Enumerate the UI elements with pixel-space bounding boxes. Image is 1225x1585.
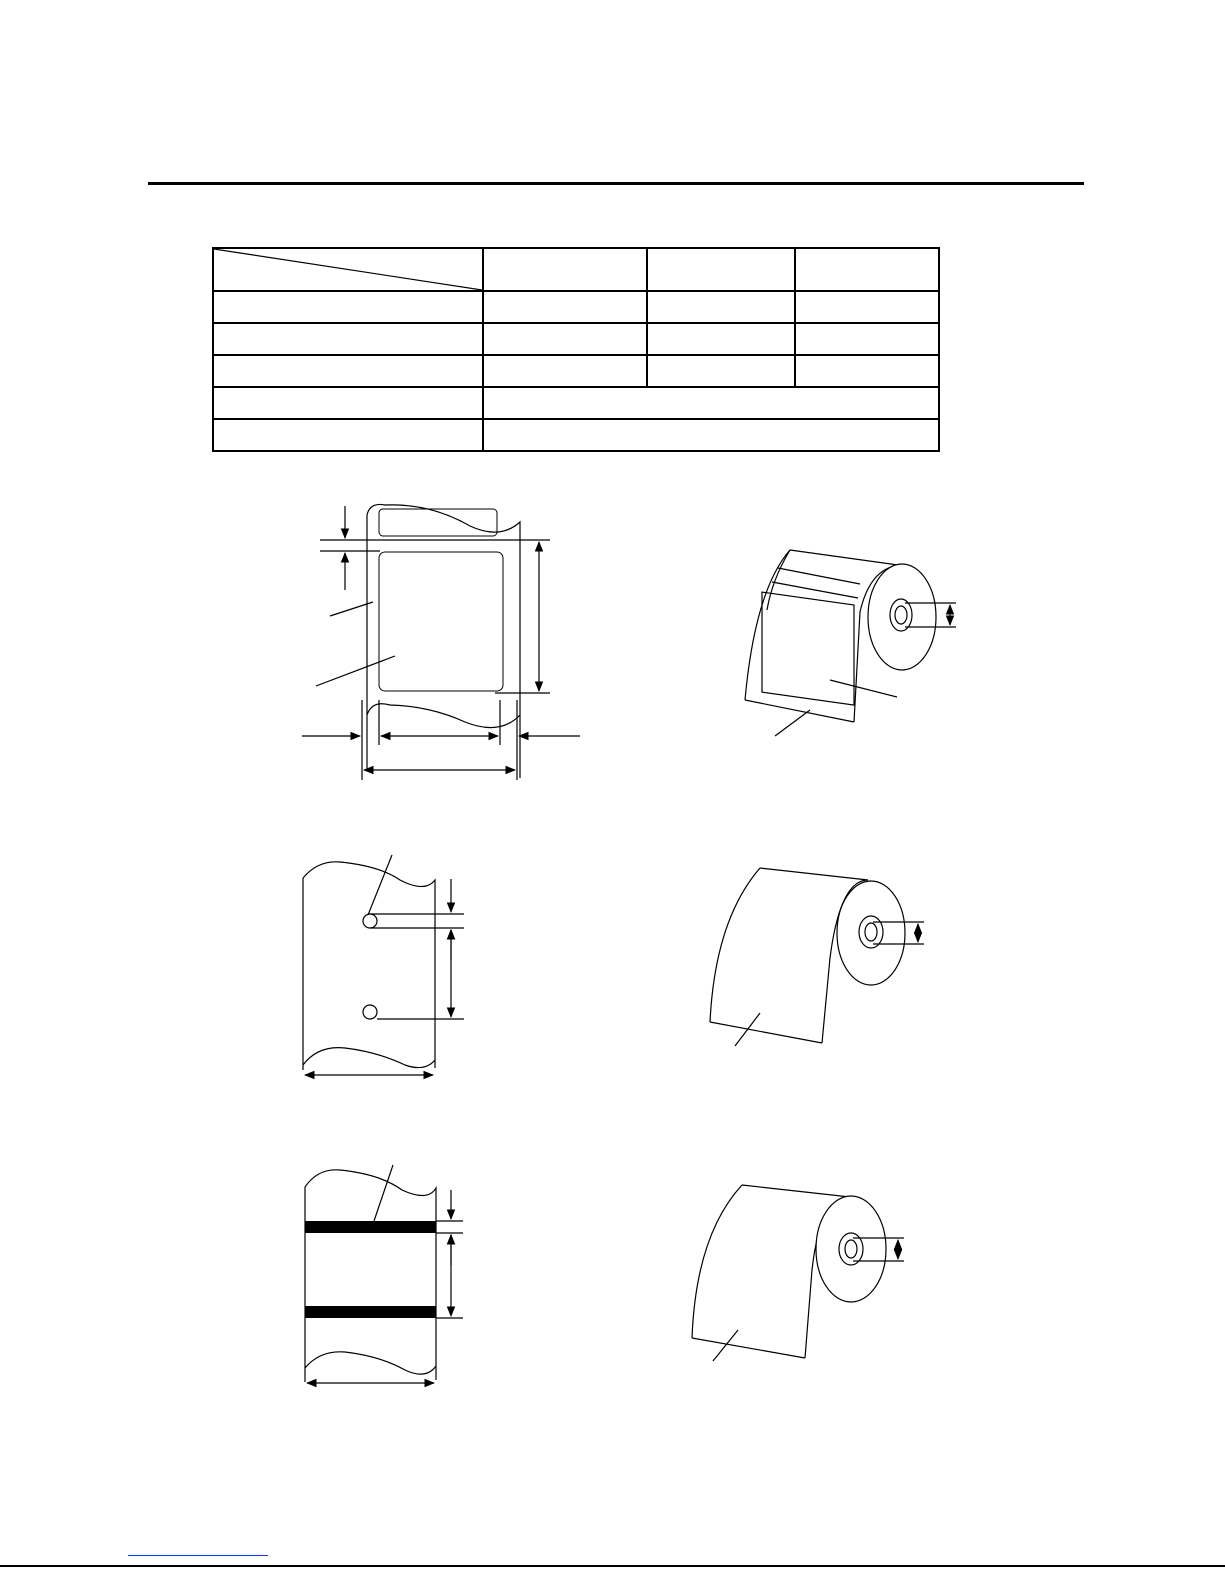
label-roll-figure [745, 550, 956, 736]
footer-link-underline[interactable] [128, 1555, 268, 1556]
bm-leader [374, 1165, 393, 1221]
black-mark-tag-figure [305, 1165, 463, 1383]
roll-end [868, 564, 936, 670]
footer-rule [0, 1565, 1225, 1567]
tag-roll-1-leader [735, 1013, 760, 1046]
black-mark-2 [305, 1306, 436, 1318]
label-face [379, 552, 503, 691]
tag-outline [303, 862, 435, 1070]
label-on-roll [762, 592, 854, 705]
feed-hole-2 [363, 1005, 377, 1019]
bm-tag-outline [305, 1170, 436, 1382]
tag-roll-2-figure [692, 1185, 904, 1361]
label-backing-outline [367, 504, 520, 778]
upper-label [379, 509, 497, 536]
tag-roll-1-end [837, 881, 905, 985]
leader-label-roll [830, 680, 897, 697]
label-on-roll-top [772, 568, 860, 598]
label-stock-figure [302, 504, 580, 780]
backing-top [767, 550, 790, 610]
black-mark-1 [305, 1221, 436, 1233]
hole-tag-figure [303, 855, 464, 1075]
feed-hole-1 [363, 914, 377, 928]
tag-roll-2-end [816, 1196, 886, 1302]
leader-label [316, 656, 395, 686]
hole-leader [368, 855, 392, 915]
tag-roll-1-figure [710, 868, 924, 1046]
leader-backing-roll [775, 710, 810, 736]
